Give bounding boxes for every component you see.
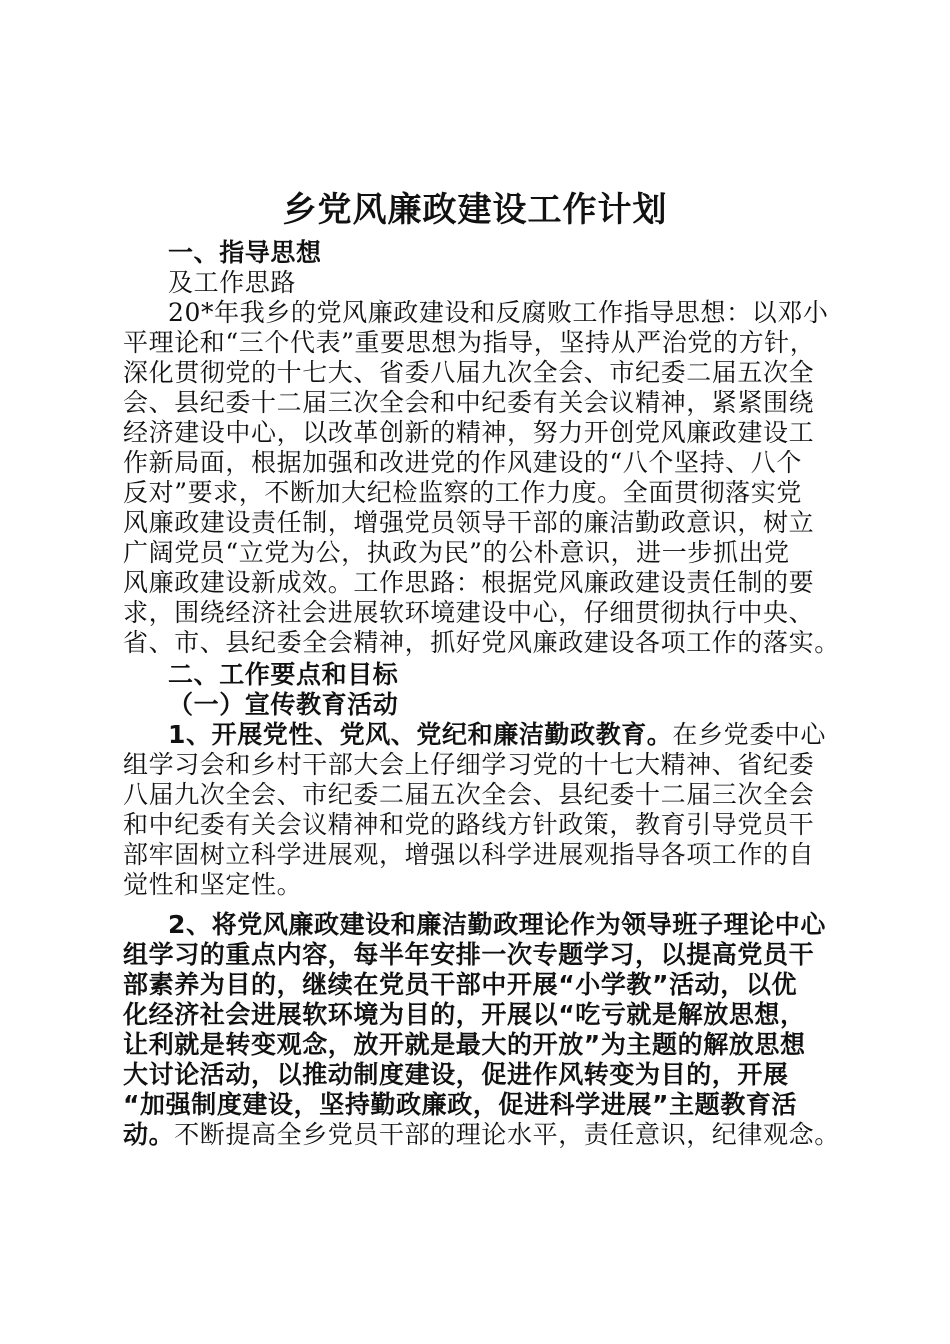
item-text: 在乡党委中心 [672,720,827,749]
item-line: 部牢固树立科学进展观，增强以科学进展观指导各项工作的自 [123,840,815,869]
item-line [123,1120,840,1150]
item-bold-lead: 1、开展党性、党风、党纪和廉洁勤政教育。 [168,720,673,749]
paragraph-line: 反对”要求，不断加大纪检监察的工作力度。全面贯彻落实党 [123,478,802,507]
section-heading: 一、指导思想 [168,238,322,267]
paragraph-line: 深化贯彻党的十七大、省委八届九次全会、市纪委二届五次全 [123,358,815,387]
item-line: 让利就是转变观念，放开就是最大的开放”为主题的解放思想 [123,1030,806,1059]
section-subheading: 及工作思路 [168,268,297,297]
section-guiding-ideology [123,238,840,658]
item-line: 觉性和坚定性。 [123,870,303,899]
paragraph-line: 风廉政建设新成效。工作思路：根据党风廉政建设责任制的要 [123,568,815,597]
item-text: 不断提高全乡党员干部的理论水平，责任意识，纪律观念。 [174,1120,840,1149]
paragraph-line: 风廉政建设责任制，增强党员领导干部的廉洁勤政意识，树立 [123,508,815,537]
section-subheading: （一）宣传教育活动 [168,690,399,719]
item-line: 化经济社会进展软环境为目的，开展以“吃亏就是解放思想， [123,1000,806,1029]
item-line: “加强制度建设，坚持勤政廉政，促进科学进展”主题教育活 [123,1090,798,1119]
paragraph-line: 会、县纪委十二届三次全会和中纪委有关会议精神，紧紧围绕 [123,388,815,417]
section-item-2 [123,910,840,1150]
paragraph-line: 平理论和“三个代表”重要思想为指导，坚持从严治党的方针， [123,328,816,357]
item-line: 八届九次全会、市纪委二届五次全会、县纪委十二届三次全会 [123,780,815,809]
item-line: 2、将党风廉政建设和廉洁勤政理论作为领导班子理论中心 [168,910,826,939]
item-line: 部素养为目的，继续在党员干部中开展“小学教”活动，以优 [123,970,798,999]
item-line: 大讨论活动，以推动制度建设，促进作风转变为目的，开展 [123,1060,789,1089]
document-title: 乡党风廉政建设工作计划 [282,190,668,230]
section-work-points [123,660,833,900]
section-heading: 二、工作要点和目标 [168,660,399,689]
paragraph-line: 广阔党员“立党为公，执政为民”的公朴意识，进一步抓出党 [123,538,790,567]
paragraph-line: 省、市、县纪委全会精神，抓好党风廉政建设各项工作的落实。 [123,628,840,657]
item-bold-lead: 动。 [123,1120,175,1149]
paragraph-line: 求，围绕经济社会进展软环境建设中心，仔细贯彻执行中央、 [123,598,815,627]
paragraph-line: 经济建设中心，以改革创新的精神，努力开创党风廉政建设工 [123,418,815,447]
paragraph-line: 20*年我乡的党风廉政建设和反腐败工作指导思想：以邓小 [168,298,829,327]
item-line: 组学习会和乡村干部大会上仔细学习党的十七大精神、省纪委 [123,750,815,779]
item-line [123,720,833,750]
item-line: 和中纪委有关会议精神和党的路线方针政策，教育引导党员干 [123,810,815,839]
item-line: 组学习的重点内容，每半年安排一次专题学习，以提高党员干 [123,940,815,969]
paragraph-line: 作新局面，根据加强和改进党的作风建设的“八个坚持、八个 [123,448,802,477]
